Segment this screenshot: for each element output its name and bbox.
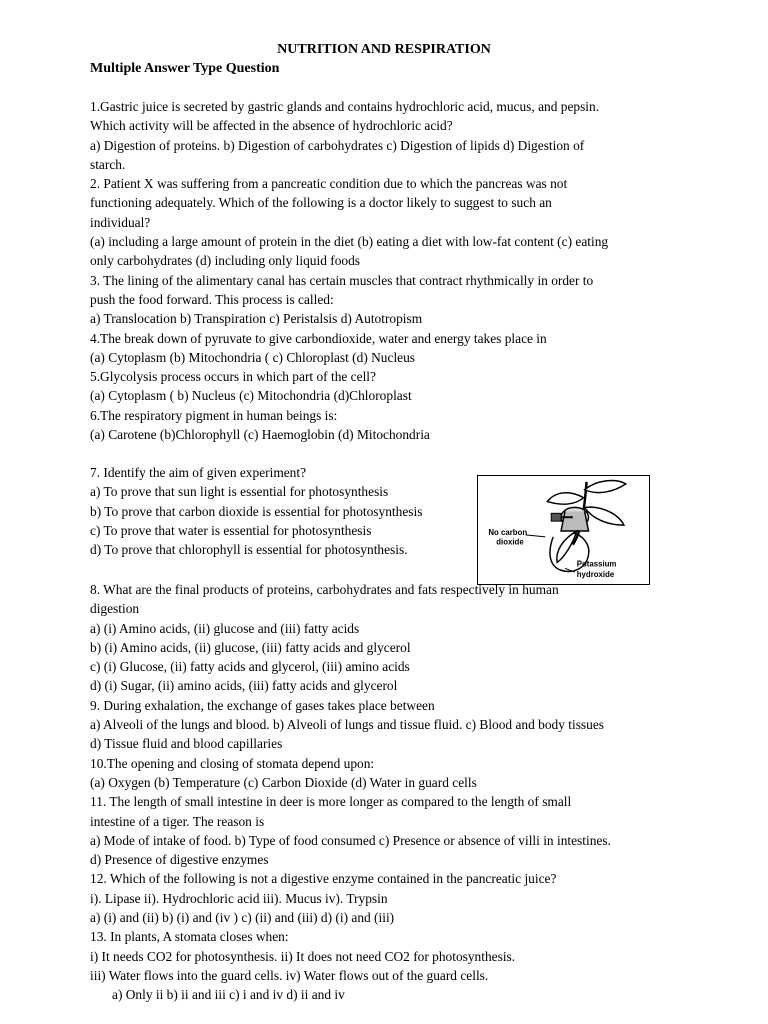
figure-label: dioxide: [496, 537, 524, 547]
text-line: a) Only ii b) ii and iii c) i and iv d) ii and iv: [112, 987, 345, 1003]
text-line: b) (i) Amino acids, (ii) glucose, (iii) fatty acids and glycerol: [90, 639, 411, 655]
text-line: (a) Cytoplasm ( b) Nucleus (c) Mitochondria (d)Chloroplast: [90, 388, 412, 404]
text-line: 5.Glycolysis process occurs in which part of the cell?: [90, 369, 376, 385]
text-line: a) (i) and (ii) b) (i) and (iv ) c) (ii) and (iii) d) (i) and (iii): [90, 910, 395, 926]
document-title: NUTRITION AND RESPIRATION: [277, 42, 491, 57]
text-line: a) Mode of intake of food. b) Type of food consumed c) Presence or absence of villi in intestines.: [90, 832, 611, 848]
text-line: a) To prove that sun light is essential for photosynthesis: [90, 484, 389, 500]
text-line: c) (i) Glucose, (ii) fatty acids and glycerol, (iii) amino acids: [90, 659, 410, 675]
experiment-figure: [477, 475, 650, 585]
question-7: [90, 463, 470, 559]
text-line: 9. During exhalation, the exchange of gases takes place between: [90, 697, 435, 713]
text-line: c) To prove that water is essential for photosynthesis: [90, 522, 372, 538]
text-line: 7. Identify the aim of given experiment?: [90, 465, 307, 480]
text-line: 10.The opening and closing of stomata depend upon:: [90, 755, 375, 771]
figure-label: hydroxide: [576, 570, 615, 580]
text-line: iii) Water flows into the guard cells. iv) Water flows out of the guard cells.: [90, 967, 489, 983]
text-line: d) To prove that chlorophyll is essential for photosynthesis.: [90, 542, 408, 558]
text-line: a) Translocation b) Transpiration c) Peristalsis d) Autotropism: [90, 311, 423, 327]
text-line: i) It needs CO2 for photosynthesis. ii) It does not need CO2 for photosynthesis.: [90, 948, 516, 964]
text-line: 8. What are the final products of proteins, carbohydrates and fats respectively in human: [90, 582, 559, 597]
text-line: intestine of a tiger. The reason is: [90, 813, 265, 829]
questions-1-6: [90, 97, 700, 444]
text-line: (a) Carotene (b)Chlorophyll (c) Haemoglobin (d) Mitochondria: [90, 427, 430, 443]
text-line: a) (i) Amino acids, (ii) glucose and (iii) fatty acids: [90, 620, 360, 636]
text-line: individual?: [90, 214, 151, 230]
text-line: (a) Cytoplasm (b) Mitochondria ( c) Chloroplast (d) Nucleus: [90, 349, 416, 365]
text-line: 11. The length of small intestine in deer is more longer as compared to the length of small: [90, 794, 572, 810]
text-line: 13. In plants, A stomata closes when:: [90, 929, 289, 945]
text-line: d) Tissue fluid and blood capillaries: [90, 736, 283, 752]
text-line: d) (i) Sugar, (ii) amino acids, (iii) fatty acids and glycerol: [90, 678, 398, 694]
questions-8-13: [90, 580, 700, 1005]
text-line: functioning adequately. Which of the following is a doctor likely to suggest to such an: [90, 195, 552, 211]
text-line: a) Digestion of proteins. b) Digestion of carbohydrates c) Digestion of lipids d) Digestion of: [90, 137, 585, 153]
text-line: 1.Gastric juice is secreted by gastric glands and contains hydrochloric acid, mucus, and pepsin.: [90, 99, 600, 114]
text-line: 6.The respiratory pigment in human beings is:: [90, 407, 338, 423]
text-line: Which activity will be affected in the absence of hydrochloric acid?: [90, 118, 453, 134]
text-line: only carbohydrates (d) including only liquid foods: [90, 253, 360, 269]
text-line: i). Lipase ii). Hydrochloric acid iii). Mucus iv). Trypsin: [90, 890, 388, 906]
text-line: 4.The break down of pyruvate to give carbondioxide, water and energy takes place in: [90, 330, 547, 346]
section-heading: Multiple Answer Type Question: [90, 61, 280, 76]
figure-label: Potassium: [576, 559, 617, 569]
text-line: (a) Oxygen (b) Temperature (c) Carbon Dioxide (d) Water in guard cells: [90, 774, 477, 790]
figure-label: No carbon: [488, 527, 528, 537]
text-line: d) Presence of digestive enzymes: [90, 852, 269, 868]
text-line: a) Alveoli of the lungs and blood. b) Alveoli of lungs and tissue fluid. c) Blood and body tissues: [90, 717, 604, 733]
text-line: starch.: [90, 156, 126, 172]
text-line: 12. Which of the following is not a digestive enzyme contained in the pancreatic juice?: [90, 871, 557, 887]
text-line: digestion: [90, 601, 140, 617]
text-line: (a) including a large amount of protein in the diet (b) eating a diet with low-fat content (c) eating: [90, 234, 609, 250]
text-line: push the food forward. This process is called:: [90, 291, 334, 307]
text-line: 2. Patient X was suffering from a pancreatic condition due to which the pancreas was not: [90, 176, 568, 192]
plant-experiment-illustration: [478, 476, 649, 584]
text-line: 3. The lining of the alimentary canal has certain muscles that contract rhythmically in order to: [90, 272, 594, 288]
text-line: b) To prove that carbon dioxide is essential for photosynthesis: [90, 503, 423, 519]
